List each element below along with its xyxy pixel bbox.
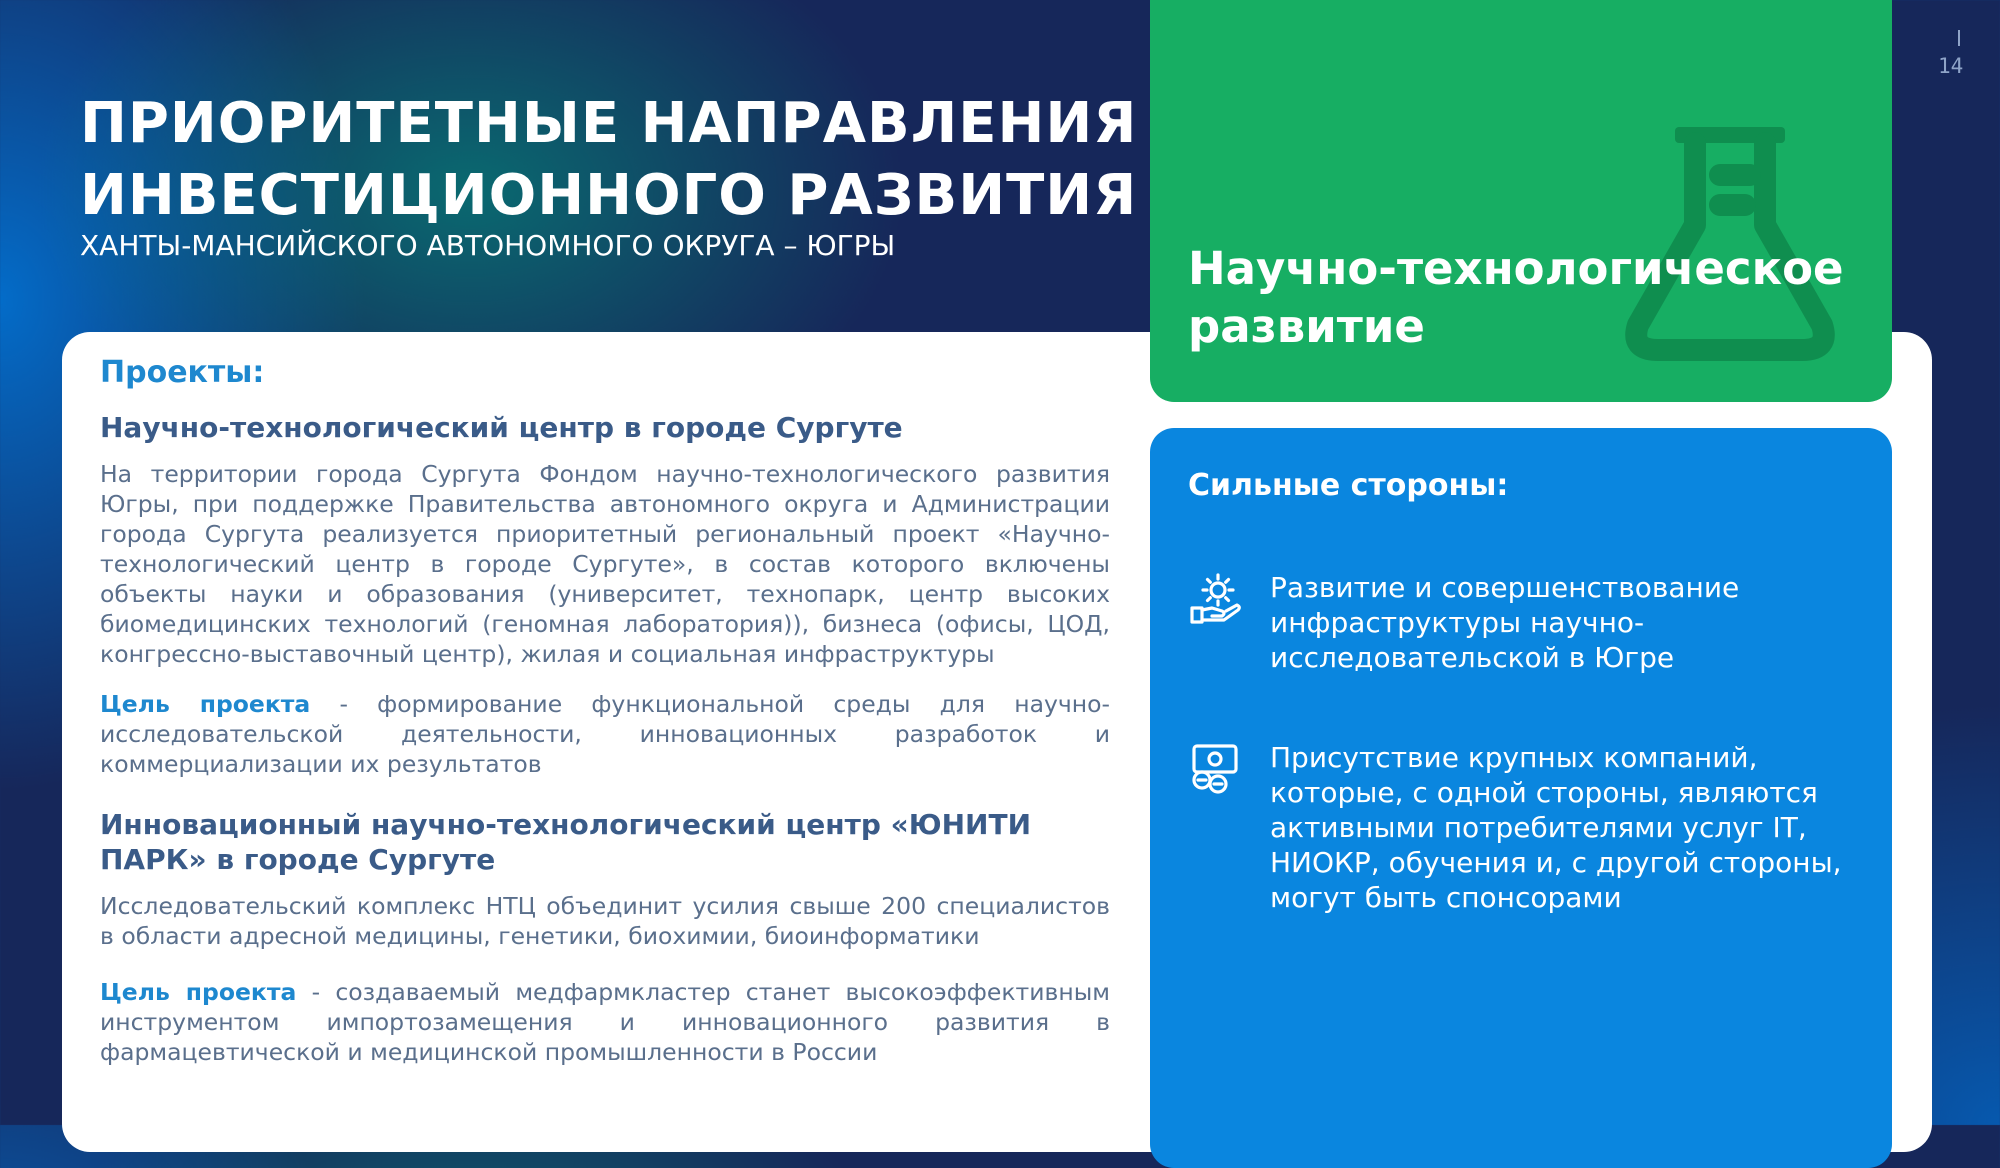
projects-section <box>100 355 1110 1087</box>
page-title-line2: ИНВЕСТИЦИОННОГО РАЗВИТИЯ <box>80 163 1138 228</box>
direction-title-line2: развитие <box>1188 300 1425 353</box>
direction-panel <box>1150 0 1892 402</box>
project-1-title: Научно-технологический центр в городе Сургуте <box>100 411 903 444</box>
project-2-title: Инновационный научно-технологический центр «ЮНИТИ ПАРК» в городе Сургуте <box>100 808 1031 876</box>
page-number: 14 <box>1938 54 1964 78</box>
companies-icon <box>1188 740 1244 796</box>
gear-hand-icon <box>1188 570 1244 626</box>
direction-title-line1: Научно-технологическое <box>1188 242 1844 295</box>
project-2-goal-label: Цель проекта <box>100 978 297 1006</box>
strengths-panel <box>1150 428 1892 1168</box>
project-1-goal-text: - формирование функциональной среды для научно-исследовательской деятельности, инновационных разработок и коммерциализации их результатов <box>100 690 1111 778</box>
project-1-goal-label: Цель проекта <box>100 690 311 718</box>
projects-heading: Проекты: <box>100 355 265 390</box>
project-1-goal <box>100 689 1110 779</box>
direction-title <box>1188 240 1844 356</box>
strength-text-1: Развитие и совершенствование инфраструктуры научно-исследовательской в Югре <box>1270 571 1740 674</box>
strengths-heading: Сильные стороны: <box>1188 468 1509 503</box>
page-number-tick <box>1958 30 1960 46</box>
page-title-line1: ПРИОРИТЕТНЫЕ НАПРАВЛЕНИЯ <box>80 91 1138 156</box>
project-2-goal <box>100 977 1110 1067</box>
page-subtitle: ХАНТЫ-МАНСИЙСКОГО АВТОНОМНОГО ОКРУГА – ЮГРЫ <box>80 229 896 262</box>
project-2-goal-text: - создаваемый медфармкластер станет высокоэффективным инструментом импортозамещения и инновационного развития в фармацевтической и медицинской промышленности в России <box>100 978 1111 1066</box>
project-1-description: На территории города Сургута Фондом научно-технологического развития Югры, при поддержке Правительства автономного округа и Администрации города Сургута реализуется приоритетный региональный проект «Научно-технологический центр в городе Сургуте», в состав которого включены объекты науки и образования (университет, технопарк, центр высоких биомедицинских технологий (геномная лаборатория)), бизнеса (офисы, ЦОД, конгрессно-выставочный центр), жилая и социальная инфраструктуры <box>100 460 1110 668</box>
page-title <box>80 88 1137 232</box>
strength-text-2: Присутствие крупных компаний, которые, с одной стороны, являются активными потребителями услуг IT, НИОКР, обучения и, с другой стороны, могут быть спонсорами <box>1270 741 1842 914</box>
project-2-description: Исследовательский комплекс НТЦ объединит усилия свыше 200 специалистов в области адресной медицины, генетики, биохимии, биоинформатики <box>100 892 1110 950</box>
